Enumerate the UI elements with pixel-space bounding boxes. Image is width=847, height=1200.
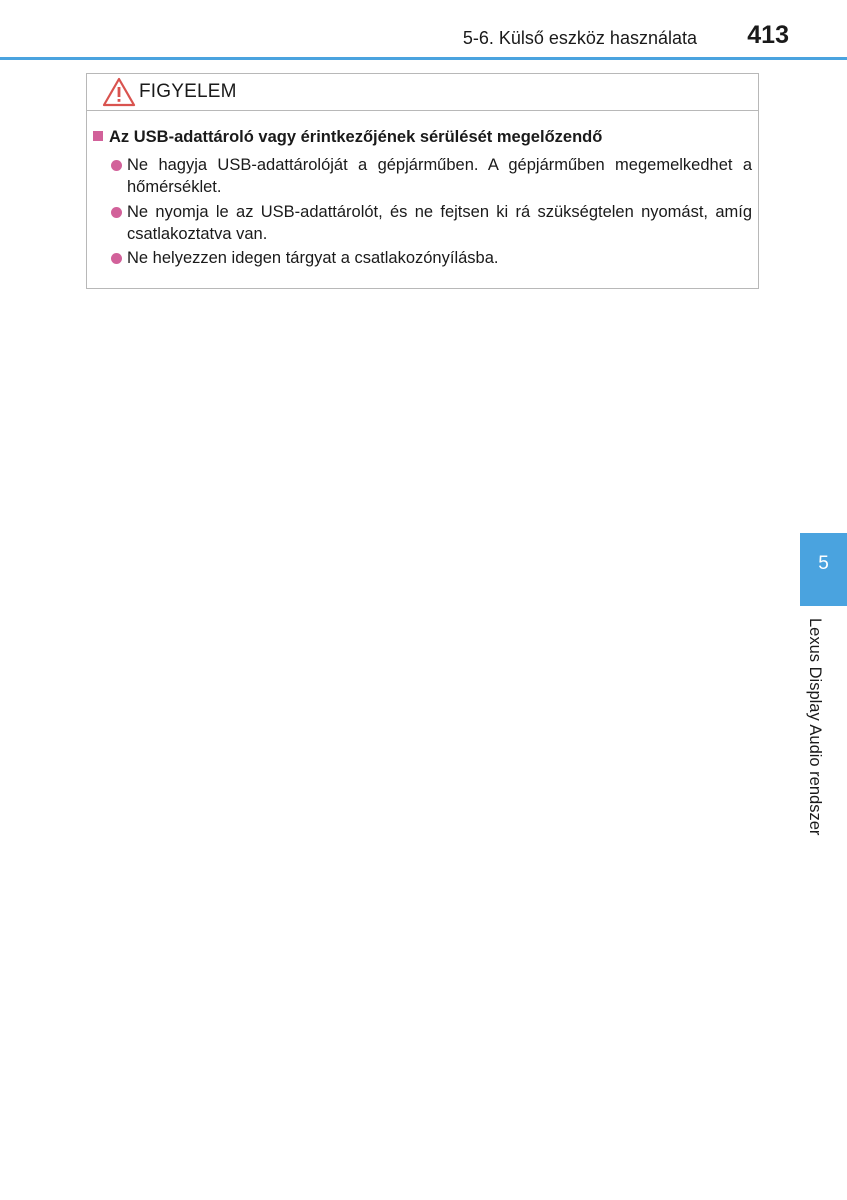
topic-square-marker [93,131,103,141]
page-number: 413 [747,21,789,49]
list-item-text: Ne nyomja le az USB-adattárolót, és ne fejtsen ki rá szükségtelen nyomást, amíg csatlakoztatva van. [127,203,752,243]
chapter-title: Lexus Display Audio rendszer [806,618,824,836]
bullet-dot-icon [111,207,122,218]
list-item [111,154,752,198]
section-title: 5-6. Külső eszköz használata [462,28,697,48]
warning-header [87,74,758,111]
list-item [111,247,752,269]
list-item [111,201,752,245]
warning-topic [93,128,602,147]
warning-box [86,73,759,289]
page-header [0,0,847,60]
list-item-text: Ne helyezzen idegen tárgyat a csatlakozónyílásba. [127,249,499,267]
warning-topic-text: Az USB-adattároló vagy érintkezőjének sérülését megelőzendő [109,128,603,146]
header-rule [0,57,847,60]
warning-triangle-icon [102,77,136,107]
chapter-number: 5 [818,553,829,574]
warning-label: FIGYELEM [139,81,237,102]
bullet-dot-icon [111,253,122,264]
bullet-dot-icon [111,160,122,171]
list-item-text: Ne hagyja USB-adattárolóját a gépjárműben. A gépjárműben megemelkedhet a hőmérséklet. [127,156,752,196]
chapter-tab [800,533,847,606]
